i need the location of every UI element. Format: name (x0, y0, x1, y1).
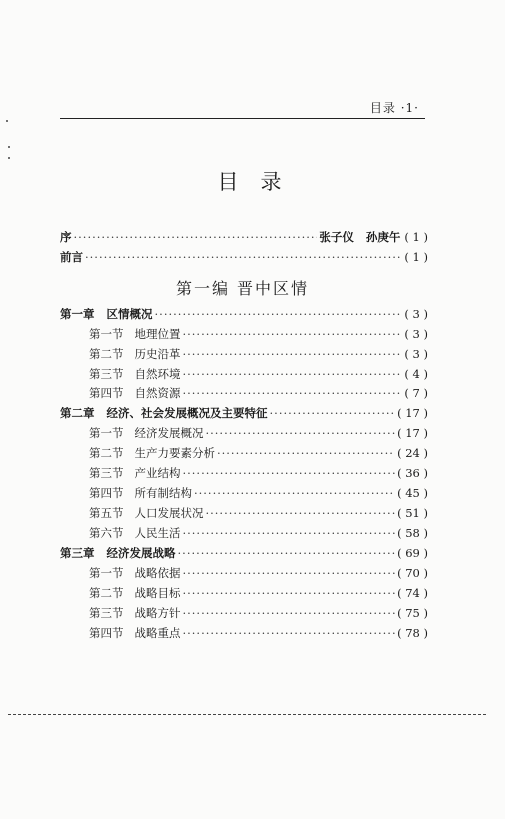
toc-section (89, 604, 428, 622)
toc-entry-preface (60, 228, 428, 246)
toc-entry-page: ( 3 ) (404, 327, 428, 341)
toc-entry-page: ( 3 ) (404, 347, 428, 361)
toc-section (89, 484, 428, 502)
toc-section (89, 365, 428, 383)
toc-entry-page: ( 70 ) (397, 566, 428, 580)
toc-section (89, 464, 428, 482)
toc-entry-label: 前言 (60, 250, 83, 264)
toc-entry-label: 第一节 经济发展概况 (89, 426, 204, 440)
toc-entry-page: ( 36 ) (397, 466, 428, 480)
header-rule (60, 118, 425, 119)
running-header: 目录 ·1· (369, 101, 419, 115)
toc-entry-page: ( 45 ) (397, 486, 428, 500)
toc-entry-page: ( 4 ) (404, 367, 428, 381)
toc-entry-page: ( 1 ) (404, 230, 428, 244)
toc-entry-label: 第四节 自然资源 (89, 386, 181, 400)
leader-dots (182, 624, 395, 642)
leader-dots (182, 584, 395, 602)
toc-entry-page: ( 7 ) (404, 386, 428, 400)
part-title: 第一编 晋中区情 (175, 279, 310, 298)
toc-entry-page: ( 3 ) (404, 307, 428, 321)
toc-entry-label: 第三节 自然环境 (89, 367, 181, 381)
leader-dots (194, 484, 395, 502)
toc-entry-label: 第一节 战略依据 (89, 566, 181, 580)
leader-dots (182, 564, 395, 582)
toc-entry-label: 第四节 战略重点 (89, 626, 181, 640)
toc-section (89, 504, 428, 522)
toc-entry-label: 第二节 战略目标 (89, 586, 181, 600)
leader-dots (217, 444, 395, 462)
toc-entry-foreword (60, 248, 428, 266)
toc-entry-page: ( 78 ) (397, 626, 428, 640)
toc-entry-label: 第三节 战略方针 (89, 606, 181, 620)
toc-entry-page: ( 74 ) (397, 586, 428, 600)
leader-dots (182, 365, 402, 383)
toc-section (89, 624, 428, 642)
leader-dots (205, 504, 395, 522)
leader-dots (182, 345, 402, 363)
toc-section (89, 524, 428, 542)
toc-entry-label: 第四节 所有制结构 (89, 486, 192, 500)
toc-entry-page: ( 58 ) (397, 526, 428, 540)
leader-dots (182, 464, 395, 482)
toc-entry-label: 第二章 经济、社会发展概况及主要特征 (60, 406, 268, 420)
toc-section (89, 424, 428, 442)
page-title: 目录 (217, 170, 304, 194)
toc-entry-page: ( 17 ) (397, 426, 428, 440)
toc-entry-page: ( 69 ) (397, 546, 428, 560)
toc-section (89, 564, 428, 582)
leader-dots (182, 325, 402, 343)
toc-entry-page: ( 1 ) (404, 250, 428, 264)
toc-entry-page: ( 75 ) (397, 606, 428, 620)
leader-dots (85, 248, 402, 266)
leader-dots (155, 305, 403, 323)
leader-dots (178, 544, 396, 562)
toc-entry-page: ( 51 ) (397, 506, 428, 520)
toc-section (89, 384, 428, 402)
scan-speck (6, 120, 8, 122)
leader-dots (182, 524, 395, 542)
leader-dots (74, 228, 318, 246)
toc-section (89, 584, 428, 602)
toc-entry-label: 第一章 区情概况 (60, 307, 153, 321)
toc-entry-label: 第二节 生产力要素分析 (89, 446, 215, 460)
scan-speck (8, 146, 10, 148)
toc-chapter-3 (60, 544, 428, 562)
leader-dots (205, 424, 395, 442)
toc-entry-author: 张子仪 孙庚午 (319, 230, 401, 244)
toc-entry-label: 序 (60, 230, 72, 244)
toc-entry-label: 第六节 人民生活 (89, 526, 181, 540)
bottom-rule (8, 714, 486, 715)
toc-entry-label: 第二节 历史沿革 (89, 347, 181, 361)
toc-entry-page: ( 24 ) (397, 446, 428, 460)
leader-dots (182, 604, 395, 622)
toc-entry-label: 第一节 地理位置 (89, 327, 181, 341)
scan-speck (8, 157, 10, 159)
leader-dots (182, 384, 402, 402)
leader-dots (270, 404, 396, 422)
toc-entry-label: 第三节 产业结构 (89, 466, 181, 480)
toc-chapter-1 (60, 305, 428, 323)
toc-entry-label: 第五节 人口发展状况 (89, 506, 204, 520)
toc-entry-label: 第三章 经济发展战略 (60, 546, 176, 560)
toc-section (89, 325, 428, 343)
toc-entry-page: ( 17 ) (397, 406, 428, 420)
toc-section (89, 444, 428, 462)
toc-chapter-2 (60, 404, 428, 422)
toc-section (89, 345, 428, 363)
